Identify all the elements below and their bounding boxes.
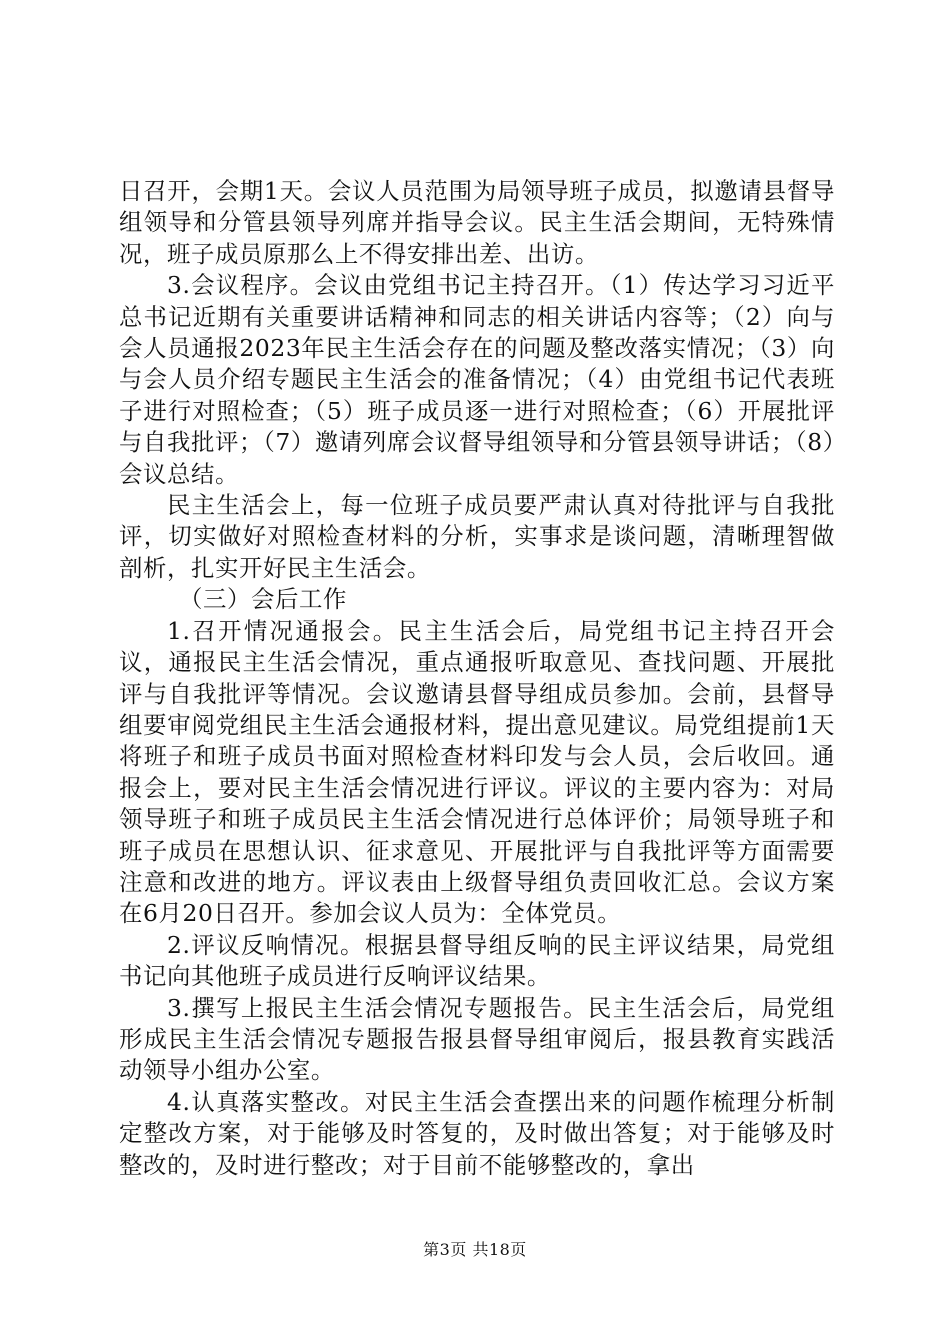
paragraph-rectification: 4.认真落实整改。对民主生活会查摆出来的问题作梳理分析制定整改方案，对于能够及时答复的，及时做出答复；对于能够及时整改的，及时进行整改；对于目前不能够整改的，拿出	[119, 1087, 835, 1179]
page-footer: 第3页 共18页	[423, 1240, 527, 1259]
paragraph-meeting-requirement: 民主生活会上，每一位班子成员要严肃认真对待批评与自我批评，切实做好对照检查材料的分析，实事求是谈问题，清晰理智做剖析，扎实开好民主生活会。	[119, 491, 835, 582]
paragraph-briefing-meeting: 1.召开情况通报会。民主生活会后，局党组书记主持召开会议，通报民主生活会情况，重点通报听取意见、查找问题、开展批评与自我批评等情况。会议邀请县督导组成员参加。会前，县督导组要审阅党组民主生活会通报材料，提出意见建议。局党组提前1天将班子和班子成员书面对照检查材料印发与会人员，会后收回。通报会上，要对民主生活会情况进行评议。评议的主要内容为：对局领导班子和班子成员民主生活会情况进行总体评价；局领导班子和班子成员在思想认识、征求意见、开展批评与自我批评等方面需要注意和改进的地方。评议表由上级督导组负责回收汇总。会议方案在6月20日召开。参加会议人员为：全体党员。	[119, 616, 835, 928]
paragraph-meeting-time: 日召开，会期1天。会议人员范围为局领导班子成员，拟邀请县督导组领导和分管县领导列席并指导会议。民主生活会期间，无特殊情况，班子成员原那么上不得安排出差、出访。	[119, 177, 835, 268]
section-heading-post-meeting: （三）会后工作	[179, 585, 347, 614]
paragraph-meeting-procedure: 3.会议程序。会议由党组书记主持召开。（1）传达学习习近平总书记近期有关重要讲话精神和同志的相关讲话内容等；（2）向与会人员通报2023年民主生活会存在的问题及整改落实情况；（3）向与会人员介绍专题民主生活会的准备情况；（4）由党组书记代表班子进行对照检查；（5）班子成员逐一进行对照检查；（6）开展批评与自我批评；（7）邀请列席会议督导组领导和分管县领导讲话；（8）会议总结。	[119, 271, 835, 488]
document-body	[119, 176, 835, 1181]
paragraph-special-report: 3.撰写上报民主生活会情况专题报告。民主生活会后，局党组形成民主生活会情况专题报告报县督导组审阅后，报县教育实践活动领导小组办公室。	[119, 993, 835, 1085]
paragraph-evaluation-feedback: 2.评议反响情况。根据县督导组反响的民主评议结果，局党组书记向其他班子成员进行反响评议结果。	[119, 930, 835, 991]
